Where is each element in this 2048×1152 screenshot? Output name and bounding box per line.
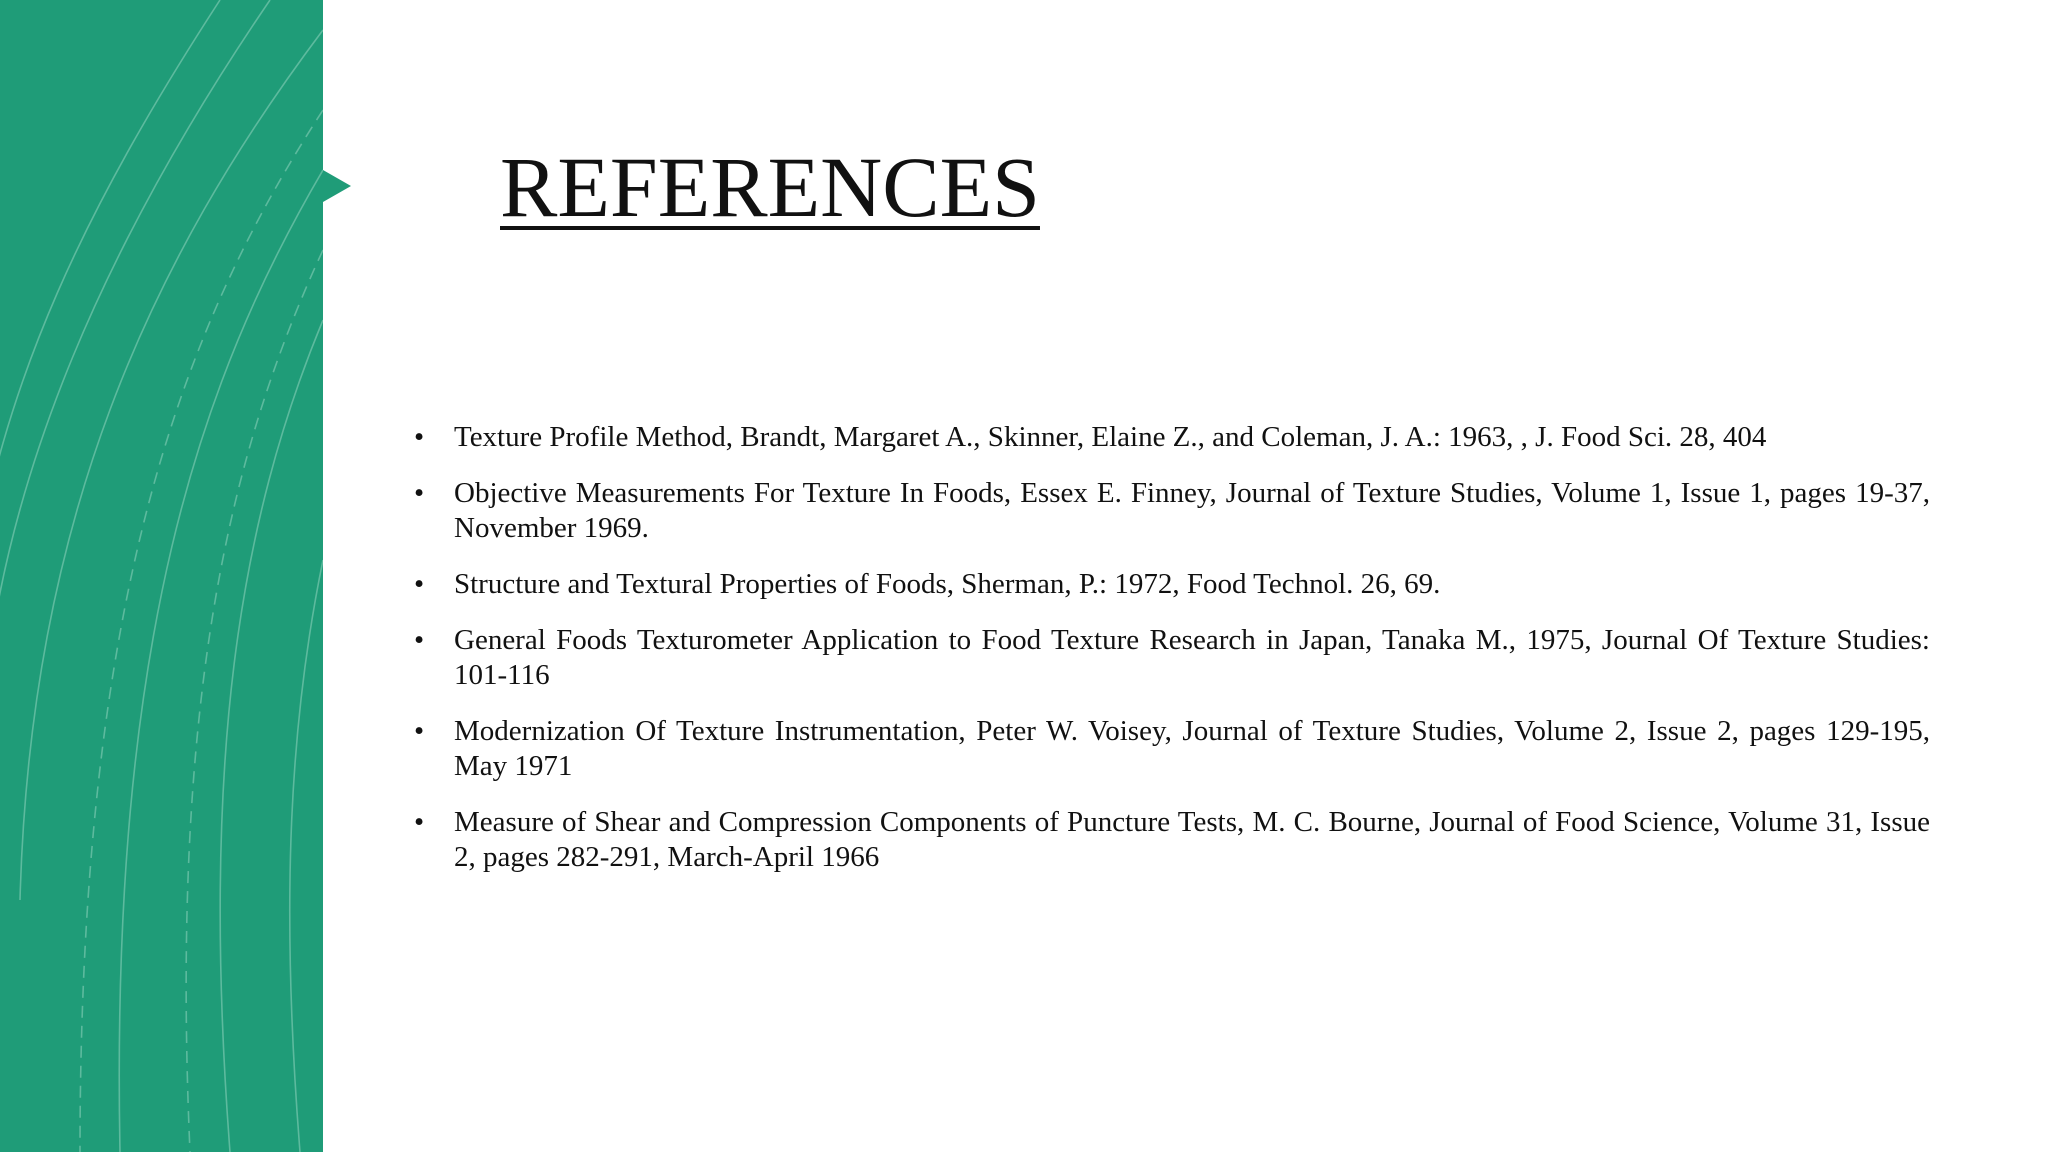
reference-text: Measure of Shear and Compression Components of Puncture Tests, M. C. Bourne, Journal of Food Science, Volume 31, Issue 2, pages 282-291, March-April 1966 (454, 806, 1930, 873)
reference-text: Modernization Of Texture Instrumentation, Peter W. Voisey, Journal of Texture Studies, Volume 2, Issue 2, pages 129-195, May 1971 (454, 715, 1930, 782)
bullet-icon: • (414, 624, 425, 656)
reference-text: Objective Measurements For Texture In Foods, Essex E. Finney, Journal of Texture Studies, Volume 1, Issue 1, pages 19-37, November 1969. (454, 477, 1930, 544)
list-item (414, 623, 1930, 693)
decorative-side-panel (0, 0, 323, 1152)
bullet-icon: • (414, 715, 425, 747)
list-item (414, 476, 1930, 546)
reference-text: Texture Profile Method, Brandt, Margaret A., Skinner, Elaine Z., and Coleman, J. A.: 1963, , J. Food Sci. 28, 404 (454, 421, 1767, 453)
list-item (414, 805, 1930, 875)
bullet-icon: • (414, 421, 425, 453)
list-item (414, 567, 1930, 602)
panel-notch-arrow (323, 170, 351, 202)
list-item (414, 714, 1930, 784)
reference-text: Structure and Textural Properties of Foods, Sherman, P.: 1972, Food Technol. 26, 69. (454, 568, 1441, 600)
bullet-icon: • (414, 477, 425, 509)
page-title: REFERENCES (500, 139, 1040, 235)
bullet-icon: • (414, 568, 425, 600)
curved-lines-pattern (0, 0, 323, 1152)
reference-text: General Foods Texturometer Application to Food Texture Research in Japan, Tanaka M., 1975, Journal Of Texture Studies: 101-116 (454, 624, 1930, 691)
references-list (414, 420, 1930, 896)
bullet-icon: • (414, 806, 425, 838)
panel-background (0, 0, 323, 1152)
list-item (414, 420, 1930, 455)
